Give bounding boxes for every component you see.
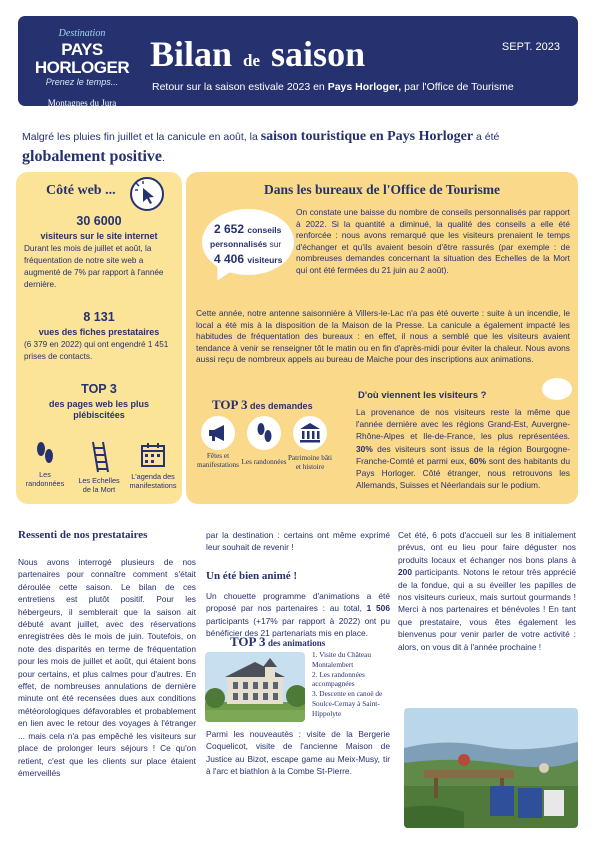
logo-line4: Montagnes du Jura	[47, 97, 117, 108]
footprints-icon	[30, 440, 60, 468]
calendar-icon	[138, 440, 168, 470]
web-item-label: Les Echelles de la Mort	[78, 476, 120, 494]
logo-line2: PAYS HORLOGER	[34, 39, 130, 77]
pots-part-bold: 200	[398, 567, 412, 578]
advice-label1: conseils	[247, 225, 282, 235]
provenance-part: des visiteurs sont issus de la région Bourgogne-Franche-Comté et parmi eux,	[356, 443, 570, 466]
title-part1: Bilan	[150, 34, 233, 74]
office-panel-title: Dans les bureaux de l'Office de Tourisme	[263, 182, 500, 197]
visitor-count: 4 406	[214, 252, 245, 266]
stat-visitors-value: 30 6000	[76, 214, 122, 228]
title-de: de	[243, 51, 261, 70]
advice-label3: sur	[269, 239, 282, 249]
header-banner	[18, 16, 578, 106]
intro-highlight: saison touristique en Pays Horloger	[260, 129, 474, 144]
stat-visitors-label: visiteurs sur le site internet	[40, 231, 158, 241]
ressenti-continuation: par la destination : certains ont même exprimé leur souhait de revenir !	[206, 530, 390, 553]
demande-label: Les randonnées	[241, 458, 287, 466]
provenance-heading: D'où viennent les visiteurs ?	[358, 390, 487, 401]
top3-animations-top: TOP 3	[230, 634, 266, 649]
advice-label2: personnalisés	[210, 239, 268, 249]
intro-end: .	[162, 152, 165, 164]
top3-animations-label: des animations	[268, 638, 326, 648]
web-item-label: Les randonnées	[25, 470, 65, 488]
top3-demandes-top: TOP 3	[212, 397, 248, 412]
list-item: 2. Les randonnées accompagnées	[312, 669, 365, 689]
anime-heading: Un été bien animé !	[206, 570, 298, 582]
provenance-part: sont des habitants du Pays Horloger. Côté étranger, nous retrouvons les Allemands, Suisses et Néerlandais sur le podium.	[356, 455, 570, 491]
intro-text	[22, 127, 562, 168]
intro-mid: a été	[473, 131, 500, 143]
top3-web-title: TOP 3	[81, 382, 117, 396]
office-panel	[186, 172, 578, 504]
nouveautes-text: Parmi les nouveautés : visite de la Bergerie Coquelicot, visite de l'ancienne Maison de Justice au Bizot, escape game au Meix-Musy, tir à l'arc et biathlon à la Combe St-Pierre.	[206, 729, 390, 777]
header-subtitle	[152, 81, 514, 94]
footprints-icon	[247, 416, 281, 450]
web-item-echelles	[74, 440, 124, 494]
demande-label: Patrimoine bâti et histoire	[287, 454, 333, 471]
web-item-randonnees	[20, 440, 70, 488]
pays-horloger-logo	[30, 26, 134, 108]
demande-patrimoine	[286, 416, 334, 472]
list-item: 1. Visite du Château Montalembert	[312, 650, 372, 669]
demande-fetes	[194, 416, 242, 470]
provenance-part: La provenance de nos visiteurs reste la même que l'année dernière avec les régions Grand-Est, Auvergne-Rhône-Alpes et Ile-de-France, les plus représentées.	[356, 407, 570, 442]
anime-part-bold: 1 506	[366, 603, 390, 614]
logo-line3: Prenez le temps...	[45, 76, 119, 87]
stat-views-text: (6 379 en 2022) qui ont engendré 1 451 prises de contacts.	[24, 340, 169, 361]
stat-views-value: 8 131	[83, 310, 115, 324]
web-item-label: L'agenda des manifestations	[129, 472, 177, 490]
advice-count: 2 652	[214, 222, 245, 236]
anime-part: Un chouette programme d'animations a été proposé par nos partenaires : au total,	[206, 591, 390, 614]
visitor-label: visiteurs	[247, 255, 283, 265]
provenance-part-bold: 60%	[469, 455, 487, 466]
ressenti-heading: Ressenti de nos prestataires	[18, 529, 148, 541]
provenance-part-bold: 30%	[356, 443, 373, 454]
megaphone-icon	[201, 416, 235, 450]
office-paragraph-1: On constate une baisse du nombre de conseils personnalisés par rapport à 2022. Si la quantité a diminué, la qualité des conseils a elle été renforcée : nous avons remarqué que les visiteurs prenaient le temps d'échanger et qu'ils avaient besoin d'être rassurés (par exemple : de nombreuses demandes concernant la situation des Echelles de la Mort qui ont été fermées du 21 juin au 2 août).	[296, 207, 570, 275]
intro-pre: Malgré les pluies fin juillet et la canicule en août, la	[22, 131, 261, 143]
title-part2: saison	[271, 34, 366, 74]
office-paragraph-2: Cette année, notre antenne saisonnière à Villers-le-Lac n'a pas été ouverte : suite à un incendie, le local a été mis à la disposition de la Maison de la Presse. La canicule a également impacté les habitudes de fréquentation des bureaux : en effet, il nous a semblé que les visiteurs avaient tendance à venir se renseigner tôt le matin ou en fin d'après-midi pour éviter la chaleur. Nous avons aussi reçu de nombreux appels au bureau de Maiche pour des inscriptions aux animations.	[196, 308, 570, 365]
subtitle-post: par l'Office de Tourisme	[401, 81, 514, 93]
demande-label: Fêtes et manifestations	[197, 452, 239, 469]
top3-web-label: des pages web les plus plébiscitées	[48, 399, 150, 421]
list-item: 3. Descente en canoë de Soulce-Cernay à Saint-Hippolyte	[312, 689, 383, 718]
web-item-agenda	[128, 440, 178, 490]
top3-demandes-label: des demandes	[250, 401, 313, 411]
page-title	[150, 34, 365, 81]
subtitle-bold: Pays Horloger,	[327, 81, 402, 93]
top3-demandes-title	[212, 397, 313, 413]
speech-bubble-decoration	[542, 378, 572, 400]
logo-line1: Destination	[58, 28, 106, 39]
pots-accueil-text	[398, 529, 576, 653]
anime-part: participants (+17% par rapport à 2022) ont pu bénéficier des 21 partenariats mis en place.	[206, 615, 390, 639]
provenance-text	[356, 406, 570, 491]
intro-highlight2: globalement positive	[22, 148, 162, 165]
fondue-event-photo	[404, 708, 578, 828]
stat-views-label: vues des fiches prestataires	[38, 327, 160, 337]
stat-visitors-text: Durant les mois de juillet et août, la fréquentation de notre site web a augmenté de 7% par rapport à l'année dernière.	[24, 244, 164, 289]
chateau-photo	[205, 652, 305, 722]
issue-date: SEPT. 2023	[501, 41, 560, 53]
subtitle-pre: Retour sur la saison estivale 2023 en	[152, 81, 328, 93]
web-panel-title: Côté web ...	[46, 183, 116, 198]
ladder-icon	[84, 440, 114, 474]
top3-animations-title	[230, 634, 325, 650]
demande-randonnees	[240, 416, 288, 467]
museum-icon	[293, 416, 327, 450]
web-stats-panel	[16, 172, 182, 504]
top3-animations-list	[312, 650, 392, 719]
pots-part: participants. Notons le retour très apprécié de la fondue, qui a su éveiller les papilles de nos visiteurs curieux, mais surtout gourmands ! Merci à nos partenaires et bénévoles ! En tant que prestataire, vous êtes également les bienvenus pour venir parler de votre activité : alors, on vous dit à l'année prochaine !	[398, 567, 576, 652]
pots-part: Cet été, 6 pots d'accueil sur les 8 initialement prévus, ont eu lieu pour faire déguster nos produits locaux et échanger nos bons plans à	[398, 530, 576, 565]
ressenti-text: Nous avons interrogé plusieurs de nos partenaires pour connaître comment s'était déroulée cette saison. Le bilan de ces entretiens est plutôt positif. Pour les hébergeurs, il semblerait que la saison ait débuté avant juillet, avec des réservations enregistrées dès le mois de juin. Toutefois, on note des disparités en terme de fréquentation pour les mois de juillet et août, qui étaient bons pour certains, et plus calmes pour d'autres. En effet, de nombreuses annulations de dernière minute ont été recensées dues aux conditions météorologiques défavorables et probablement en lien avec le retour des voyages à l'étranger ... mais cela n'a pas empêché les visiteurs sur place de prolonger leurs séjours ! Ce qu'on retient, c'est que les clients sur place étaient émerveillés	[18, 557, 196, 778]
cursor-click-icon	[130, 177, 164, 211]
anime-text	[206, 590, 390, 640]
